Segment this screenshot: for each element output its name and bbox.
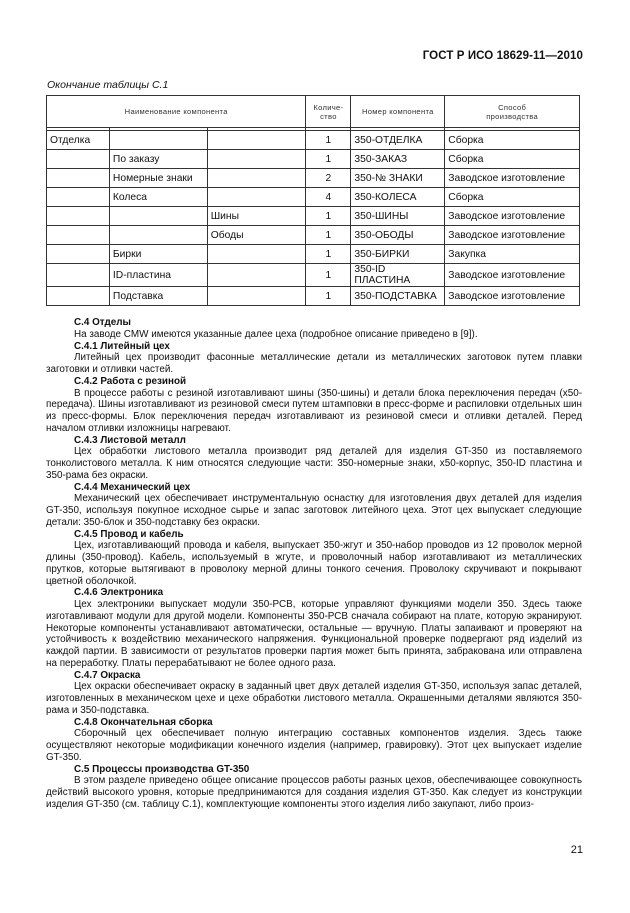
cell-l3 (207, 287, 306, 306)
body-text (46, 317, 582, 811)
paragraph: Литейный цех производит фасонные металлические детали из металлических заготовок путем плавки заготовки и отливки частей. (46, 352, 582, 375)
cell-qty: 4 (306, 188, 351, 207)
table-row (47, 226, 580, 245)
cell-num: 350-ОБОДЫ (351, 226, 445, 245)
cell-num: 350-ОТДЕЛКА (351, 131, 445, 150)
cell-qty: 1 (306, 264, 351, 287)
cell-l1 (47, 264, 110, 287)
section-heading: С.4.6 Электроника (74, 587, 164, 599)
cell-l3 (207, 150, 306, 169)
header-quantity: Количе- ство (306, 96, 351, 128)
paragraph: Цех электроники выпускает модули 350-РСВ, которые управляют функциями модели 350. Здесь также изготавливают модули для другой модели. Компоненты 350-РСВ сначала собирают на плате, которую экранируют. Некоторые компоненты устанавливают автоматически, остальные — вручную. Платы запаивают и проверяют на устойчивость к воздействию механического напряжения. Функциональной проверке подвергают ряд изделий из каждой партии. В зависимости от результатов проверки партия может быть принята, забракована или отправлена на переработку. Платы перерабатывают не более одного раза. (46, 599, 582, 669)
cell-qty: 1 (306, 150, 351, 169)
table-row (47, 150, 580, 169)
cell-method: Закупка (445, 245, 580, 264)
cell-l1 (47, 188, 110, 207)
table-header-row (47, 96, 580, 128)
cell-l1 (47, 287, 110, 306)
table-row (47, 131, 580, 150)
cell-l3: Шины (207, 207, 306, 226)
paragraph: Цех обработки листового металла производит ряд деталей для изделия GT-350 из поставляемого тонколистового металла. К ним относятся следующие части: 350-номерные знаки, х50-корпус, 350-ID пластина и 350-рама без окраски. (46, 446, 582, 481)
cell-l3 (207, 131, 306, 150)
section-heading: С.5 Процессы производства GT-350 (74, 763, 250, 775)
cell-l3: Ободы (207, 226, 306, 245)
cell-l1 (47, 207, 110, 226)
cell-qty: 1 (306, 207, 351, 226)
cell-l1: Отделка (47, 131, 110, 150)
cell-l2: ID-пластина (109, 264, 207, 287)
paragraph: Цех окраски обеспечивает окраску в заданный цвет двух деталей изделия GT-350, используя запас деталей, изготовленных в механическом цехе и цехе обработки листового металла. Окрашенными деталями являются 350-рама и 350-подставка. (46, 681, 582, 716)
cell-l2: Бирки (109, 245, 207, 264)
table-row (47, 264, 580, 287)
cell-l3 (207, 264, 306, 287)
header-name: Наименование компонента (47, 96, 306, 128)
cell-l2 (109, 131, 207, 150)
section-heading: С.4.5 Провод и кабель (74, 528, 184, 540)
cell-l1 (47, 226, 110, 245)
paragraph: В процессе работы с резиной изготавливают шины (350-шины) и детали блока переключения передач (х50-передача). Шины изготавливают из резиновой смеси путем штамповки в пресс-форме и распиловки отдельных шин из пресс-формы. Блок переключения передач изготавливают из резиновой смеси и отливки деталей. Перед началом отливки изложницы нагревают. (46, 387, 582, 434)
section-heading: С.4.1 Литейный цех (74, 340, 170, 352)
cell-l1 (47, 150, 110, 169)
section-heading: С.4.3 Листовой металл (74, 434, 186, 446)
section-heading: С.4.2 Работа с резиной (74, 375, 187, 387)
cell-num: 350-ID ПЛАСТИНА (351, 264, 445, 287)
cell-l2: По заказу (109, 150, 207, 169)
cell-l2 (109, 207, 207, 226)
cell-l2: Колеса (109, 188, 207, 207)
table-row (47, 188, 580, 207)
header-number: Номер компонента (351, 96, 445, 128)
cell-qty: 2 (306, 169, 351, 188)
cell-l2 (109, 226, 207, 245)
page-number: 21 (570, 844, 583, 856)
cell-l3 (207, 245, 306, 264)
cell-method: Заводское изготовление (445, 264, 580, 287)
cell-method: Заводское изготовление (445, 207, 580, 226)
cell-num: 350-БИРКИ (351, 245, 445, 264)
table-row (47, 207, 580, 226)
cell-num: 350-ШИНЫ (351, 207, 445, 226)
paragraph: На заводе CMW имеются указанные далее цеха (подробное описание приведено в [9]). (74, 328, 478, 340)
section-heading: С.4.8 Окончательная сборка (74, 716, 213, 728)
cell-num: 350-№ ЗНАКИ (351, 169, 445, 188)
paragraph: Цех, изготавливающий провода и кабеля, выпускает 350-жгут и 350-набор проводов из 12 проволок мерной длины (350-провод). Кабель, используемый в жгуте, и проволочный набор изготавливают из металлических прутков, которые вытягивают в проволоку мерной длины тонкого сечения. Проволоку скручивают и покрывают цветной оболочкой. (46, 540, 582, 587)
table-row (47, 169, 580, 188)
section-heading: С.4 Отделы (74, 317, 131, 328)
cell-qty: 1 (306, 131, 351, 150)
cell-l3 (207, 188, 306, 207)
paragraph: В этом разделе приведено общее описание процессов работы разных цехов, обеспечивающее совокупность действий высокого уровня, которые предпринимаются для создания изделия GT-350. Как следует из конструкции изделия GT-350 (см. таблицу С.1), комплектующие компоненты этого изделия либо закупают, либо произ- (46, 775, 582, 810)
cell-l3 (207, 169, 306, 188)
paragraph: Сборочный цех обеспечивает полную интеграцию составных компонентов изделия. Здесь также осуществляют некоторые модификации конечного изделия (например, гравировку). Этот цех выпускает изделие GT-350. (46, 728, 582, 763)
cell-method: Сборка (445, 131, 580, 150)
table-row (47, 287, 580, 306)
cell-l1 (47, 245, 110, 264)
cell-method: Заводское изготовление (445, 226, 580, 245)
cell-qty: 1 (306, 287, 351, 306)
section-heading: С.4.7 Окраска (74, 669, 141, 681)
cell-l1 (47, 169, 110, 188)
section-heading: С.4.4 Механический цех (74, 481, 191, 493)
components-table (46, 95, 580, 306)
cell-num: 350-ЗАКАЗ (351, 150, 445, 169)
cell-method: Сборка (445, 150, 580, 169)
cell-qty: 1 (306, 226, 351, 245)
cell-qty: 1 (306, 245, 351, 264)
table-row (47, 245, 580, 264)
cell-l2: Подставка (109, 287, 207, 306)
cell-num: 350-ПОДСТАВКА (351, 287, 445, 306)
cell-num: 350-КОЛЕСА (351, 188, 445, 207)
table-caption: Окончание таблицы С.1 (47, 79, 169, 91)
paragraph: Механический цех обеспечивает инструментальную оснастку для изготовления двух деталей для изделия GT-350, используя покупное исходное сырье и запас заготовок литейного цеха. Этот цех выпускает следующие детали: 350-блок и 350-подставку без окраски. (46, 493, 582, 528)
cell-method: Заводское изготовление (445, 287, 580, 306)
cell-method: Заводское изготовление (445, 169, 580, 188)
header-method: Способ производства (445, 96, 580, 128)
cell-l2: Номерные знаки (109, 169, 207, 188)
cell-method: Сборка (445, 188, 580, 207)
document-header: ГОСТ Р ИСО 18629-11—2010 (422, 50, 583, 62)
